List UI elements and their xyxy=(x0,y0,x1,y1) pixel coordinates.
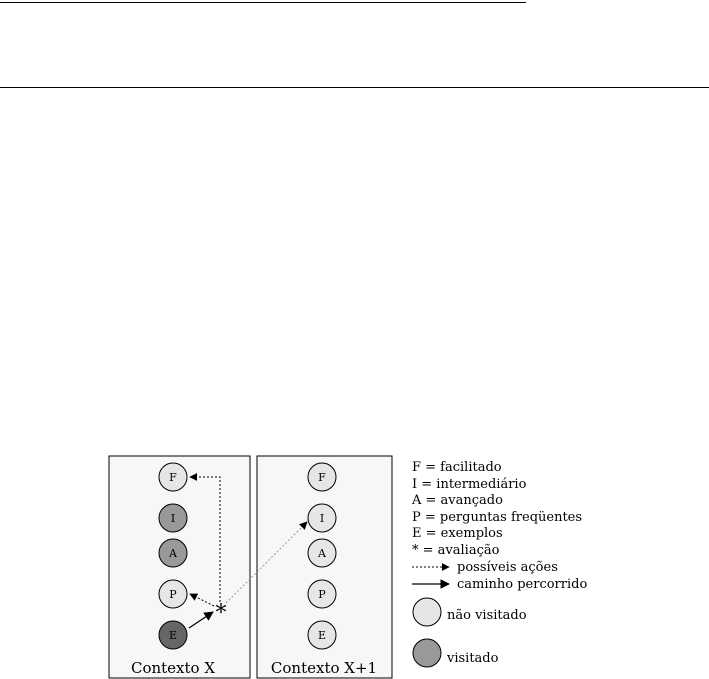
legend-entry: caminho percorrido xyxy=(457,577,588,592)
legend-unvisited-swatch xyxy=(413,598,441,626)
legend-entry: visitado xyxy=(447,651,499,666)
legend-entry: E = exemplos xyxy=(412,526,503,541)
evaluation-marker: * xyxy=(215,601,227,626)
node-label: I xyxy=(319,512,325,525)
legend-entry: P = perguntas freqüentes xyxy=(412,510,583,525)
legend-entry: não visitado xyxy=(447,608,527,623)
node-label: F xyxy=(318,471,326,484)
legend-entry: A = avançado xyxy=(412,493,503,508)
node-label: I xyxy=(170,512,176,525)
node-label: P xyxy=(169,588,177,601)
node-label: E xyxy=(317,629,327,642)
node-label: E xyxy=(168,629,178,642)
legend-entry: I = intermediário xyxy=(412,477,527,492)
legend-entry: F = facilitado xyxy=(412,460,502,475)
panel-caption: Contexto X xyxy=(130,659,216,677)
panel-caption: Contexto X+1 xyxy=(270,659,378,677)
legend-entry: * = avaliação xyxy=(412,543,500,558)
node-label: P xyxy=(318,588,326,601)
node-label: A xyxy=(169,547,177,560)
node-label: A xyxy=(318,547,326,560)
legend-visited-swatch xyxy=(413,639,441,667)
legend xyxy=(411,460,587,667)
node-label: F xyxy=(169,471,177,484)
legend-entry: possíveis ações xyxy=(457,560,558,575)
